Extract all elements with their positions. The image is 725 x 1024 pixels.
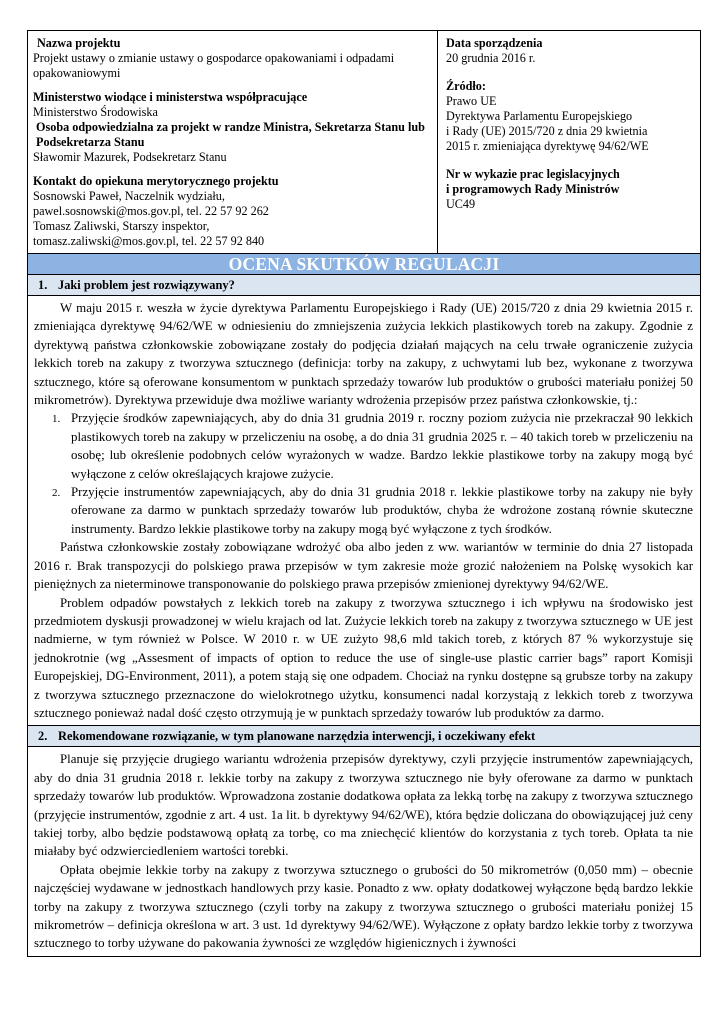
list-item-text: Przyjęcie instrumentów zapewniających, aby do dnia 31 grudnia 2018 r. lekkie plastikowe torby na zakupy nie były oferowane za darmo w punktach sprzedaży towarów lub produktów, chyba że wdrożone zostaną równie skuteczne instrumenty. Bardzo lekkie plastikowe torby na zakupy mogą być wyłączone z tych środków.	[71, 485, 693, 536]
section-2-number: 2.	[38, 729, 48, 744]
section-1-paragraph: Problem odpadów powstałych z lekkich toreb na zakupy z tworzywa sztucznego i ich wpływu na środowisko jest przedmiotem dyskusji prowadzonej w wielu krajach od lat. Zużycie lekkich toreb na zakupy z tworzywa sztucznego w UE jest nadmierne, w tym również w Polsce. W 2010 r. w UE zużyto 98,6 mld takich toreb, z których 87 % wykorzystuje się jednokrotnie (wg „Assesment of impacts of option to reduce the use of single-use plastic carrier bags” raport Komisji Europejskiej, DG-Environment, 2011), a potem stają się one odpadem. Chociaż na rynku dostępne są grubsze torby na zakupy z tworzywa sztucznego przeznaczone do wielokrotnego użytku, konsumenci nadal korzystają z lekkich toreb z tworzywa sztucznego ponieważ nadal dość często otrzymują je w punktach sprzedaży towarów lub produktów za darmo.	[34, 595, 693, 720]
responsible-person-label: Osoba odpowiedzialna za projekt w randze Ministra, Sekretarza Stanu lub Podsekretarza Stanu	[36, 120, 425, 149]
meta-info-column	[438, 31, 700, 253]
section-1-number: 1.	[38, 278, 48, 292]
document-header	[28, 31, 700, 254]
contact-line: tomasz.zaliwski@mos.gov.pl, tel. 22 57 92 840	[33, 234, 265, 248]
list-item-text: Przyjęcie środków zapewniających, aby do dnia 31 grudnia 2019 r. roczny poziom zużycia nie przekraczał 90 lekkich plastikowych toreb na zakupy w przeliczeniu na osobę, a do dnia 31 grudnia 2025 r. – 40 takich toreb w przeliczeniu na osobę; lub określenie podobnych celów wyrażonych w wadze. Bardzo lekkie plastikowe torby na zakupy mogą być wyłączone z celów określających krajowe zużycie.	[71, 411, 693, 481]
project-info-column	[28, 31, 438, 253]
assessment-banner: OCENA SKUTKÓW REGULACJI	[28, 254, 700, 275]
section-2-header	[28, 726, 700, 747]
list-item	[34, 409, 693, 483]
list-item-number: 1.	[52, 413, 61, 426]
contact-line: Sosnowski Paweł, Naczelnik wydziału,	[33, 189, 225, 203]
contact-label: Kontakt do opiekuna merytorycznego projektu	[33, 174, 279, 188]
list-item	[34, 483, 693, 538]
date-value: 20 grudnia 2016 r.	[446, 51, 536, 65]
section-2-title: Rekomendowane rozwiązanie, w tym planowane narzędzia interwencji, i oczekiwany efekt	[58, 729, 536, 744]
section-1-header	[28, 275, 700, 296]
ministry-value: Ministerstwo Środowiska	[33, 105, 158, 119]
section-1-title: Jaki problem jest rozwiązywany?	[58, 278, 235, 292]
section-1-body	[28, 296, 700, 726]
contact-line: pawel.sosnowski@mos.gov.pl, tel. 22 57 92 262	[33, 204, 269, 218]
ministry-label: Ministerstwo wiodące i ministerstwa współpracujące	[33, 90, 308, 104]
registry-label-line: i programowych Rady Ministrów	[446, 182, 620, 196]
source-line: Dyrektywa Parlamentu Europejskiego	[446, 109, 633, 123]
list-item-number: 2.	[52, 487, 61, 500]
source-label: Źródło:	[446, 79, 486, 93]
contact-line: Tomasz Zaliwski, Starszy inspektor,	[33, 219, 210, 233]
date-label: Data sporządzenia	[446, 36, 543, 50]
project-name-label: Nazwa projektu	[37, 36, 121, 50]
registry-label-line: Nr w wykazie prac legislacyjnych	[446, 167, 620, 181]
source-line: i Rady (UE) 2015/720 z dnia 29 kwietnia	[446, 124, 648, 138]
registry-value: UC49	[446, 197, 476, 211]
section-2-paragraph: Opłata obejmie lekkie torby na zakupy z tworzywa sztucznego o grubości do 50 mikrometrów (0,050 mm) – obecnie najczęściej wydawane w jednostkach handlowych przy kasie. Ponadto z ww. opłaty dodatkowej wyłączone będą bardzo lekkie torby na zakupy z tworzywa sztucznego (czyli torby na zakupy z tworzywa sztucznego o grubości materiału poniżej 15 mikrometrów – definicja określona w art. 3 ust. 1d dyrektywy 94/62/WE). Wyłączone z opłaty bardzo lekkie torby z tworzywa sztucznego to torby używane do pakowania żywności ze względów higienicznych i żywności	[34, 862, 693, 951]
section-2-body	[28, 747, 700, 955]
section-1-paragraph: W maju 2015 r. weszła w życie dyrektywa Parlamentu Europejskiego i Rady (UE) 2015/720 z dnia 29 kwietnia 2015 r. zmieniająca dyrektywę 94/62/WE w odniesieniu do zmniejszenia zużycia lekkich plastikowych toreb na zakupy. Zgodnie z dyrektywą państwa członkowskie zobowiązane zostały do podjęcia działań mających na celu trwałe ograniczenie zużycia lekkich toreb na zakupy z tworzywa sztucznego (definicja: torby na zakupy, z uchwytami lub bez, wykonane z tworzywa sztucznego, które są oferowane konsumentom w punktach sprzedaży towarów lub produktów o grubości materiału poniżej 50 mikrometrów). Dyrektywa przewiduje dwa możliwe warianty wdrożenia przepisów przez państwa członkowskie, tj.:	[34, 301, 693, 408]
section-2-paragraph: Planuje się przyjęcie drugiego wariantu wdrożenia przepisów dyrektywy, czyli przyjęcie instrumentów zapewniających, aby do dnia 31 grudnia 2018 r. lekkie torby na zakupy z tworzywa sztucznego nie były oferowane za darmo w punktach sprzedaży towarów lub produktów. Wprowadzona zostanie dodatkowa opłata za lekką torbę na zakupy z tworzywa sztucznego (przyjęcie instrumentów, zgodnie z art. 4 ust. 1a lit. b dyrektywy 94/62/WE), która będzie doliczana do obowiązującej już ceny takiej torby, albo będzie podstawową opłatą za torbę, co ma zniechęcić klientów do korzystania z tych toreb. Opłata ta nie miałaby być odzwierciedleniem wartości torebki.	[34, 752, 693, 859]
variant-list	[34, 409, 693, 538]
project-name-value: Projekt ustawy o zmianie ustawy o gospodarce opakowaniami i odpadami opakowaniowymi	[33, 51, 395, 80]
source-line: 2015 r. zmieniająca dyrektywę 94/62/WE	[446, 139, 649, 153]
source-line: Prawo UE	[446, 94, 497, 108]
regulatory-impact-assessment-document	[27, 30, 701, 957]
responsible-person-value: Sławomir Mazurek, Podsekretarz Stanu	[33, 150, 227, 164]
section-1-paragraph: Państwa członkowskie zostały zobowiązane wdrożyć oba albo jeden z ww. wariantów w terminie do dnia 27 listopada 2016 r. Brak transpozycji do polskiego prawa przepisów w tym zakresie może grozić nałożeniem na Polskę wysokich kar pieniężnych za nieterminowe transponowanie do polskiego prawa przepisów zmienionej dyrektywy 94/62/WE.	[34, 540, 693, 592]
